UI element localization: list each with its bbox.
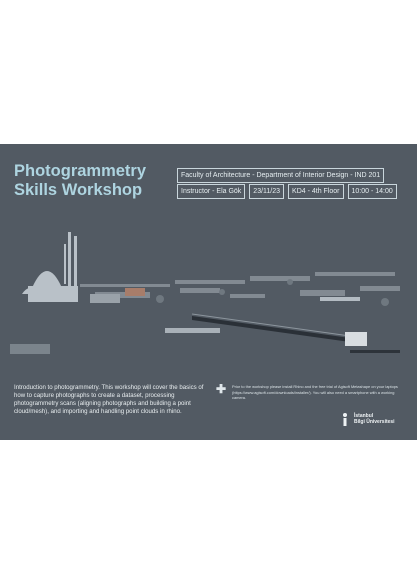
poster-title — [14, 162, 146, 200]
university-name-line-1: İstanbul — [354, 413, 374, 419]
info-row-2 — [177, 184, 397, 199]
poster — [0, 144, 417, 440]
university-logo-icon — [340, 412, 350, 426]
instructor-box: Instructor - Ela Gök — [177, 184, 245, 199]
title-line-2: Skills Workshop — [14, 181, 143, 199]
mosque-icon — [22, 232, 78, 302]
faculty-box: Faculty of Architecture - Department of Interior Design - IND 201 — [177, 168, 384, 183]
title-line-1: Photogrammetry — [14, 162, 147, 180]
plus-icon: ✚ — [216, 382, 227, 396]
university-name-line-2: Bilgi Üniversitesi — [354, 419, 395, 425]
intro-text: Introduction to photogrammetry. This workshop will cover the basics of how to capture photographs to create a dataset, processing photogrammetry scans (aligning photographs and building a point cloud/mesh), and importing and handling point clouds in rhino. — [14, 384, 204, 415]
location-box: KD4 - 4th Floor — [288, 184, 343, 199]
date-box: 23/11/23 — [249, 184, 284, 199]
university-logo — [340, 412, 395, 426]
info-row-1 — [177, 168, 384, 183]
time-box: 10:00 - 14:00 — [348, 184, 397, 199]
university-name — [354, 413, 395, 425]
note-text: Prior to the workshop please install Rhino and the free trial of Agisoft Metashape on your laptops (https://www.agisoft.com/downloads/installer/). You will also need a smartphone with a working camera. — [232, 384, 398, 400]
point-cloud-scene — [0, 232, 417, 372]
